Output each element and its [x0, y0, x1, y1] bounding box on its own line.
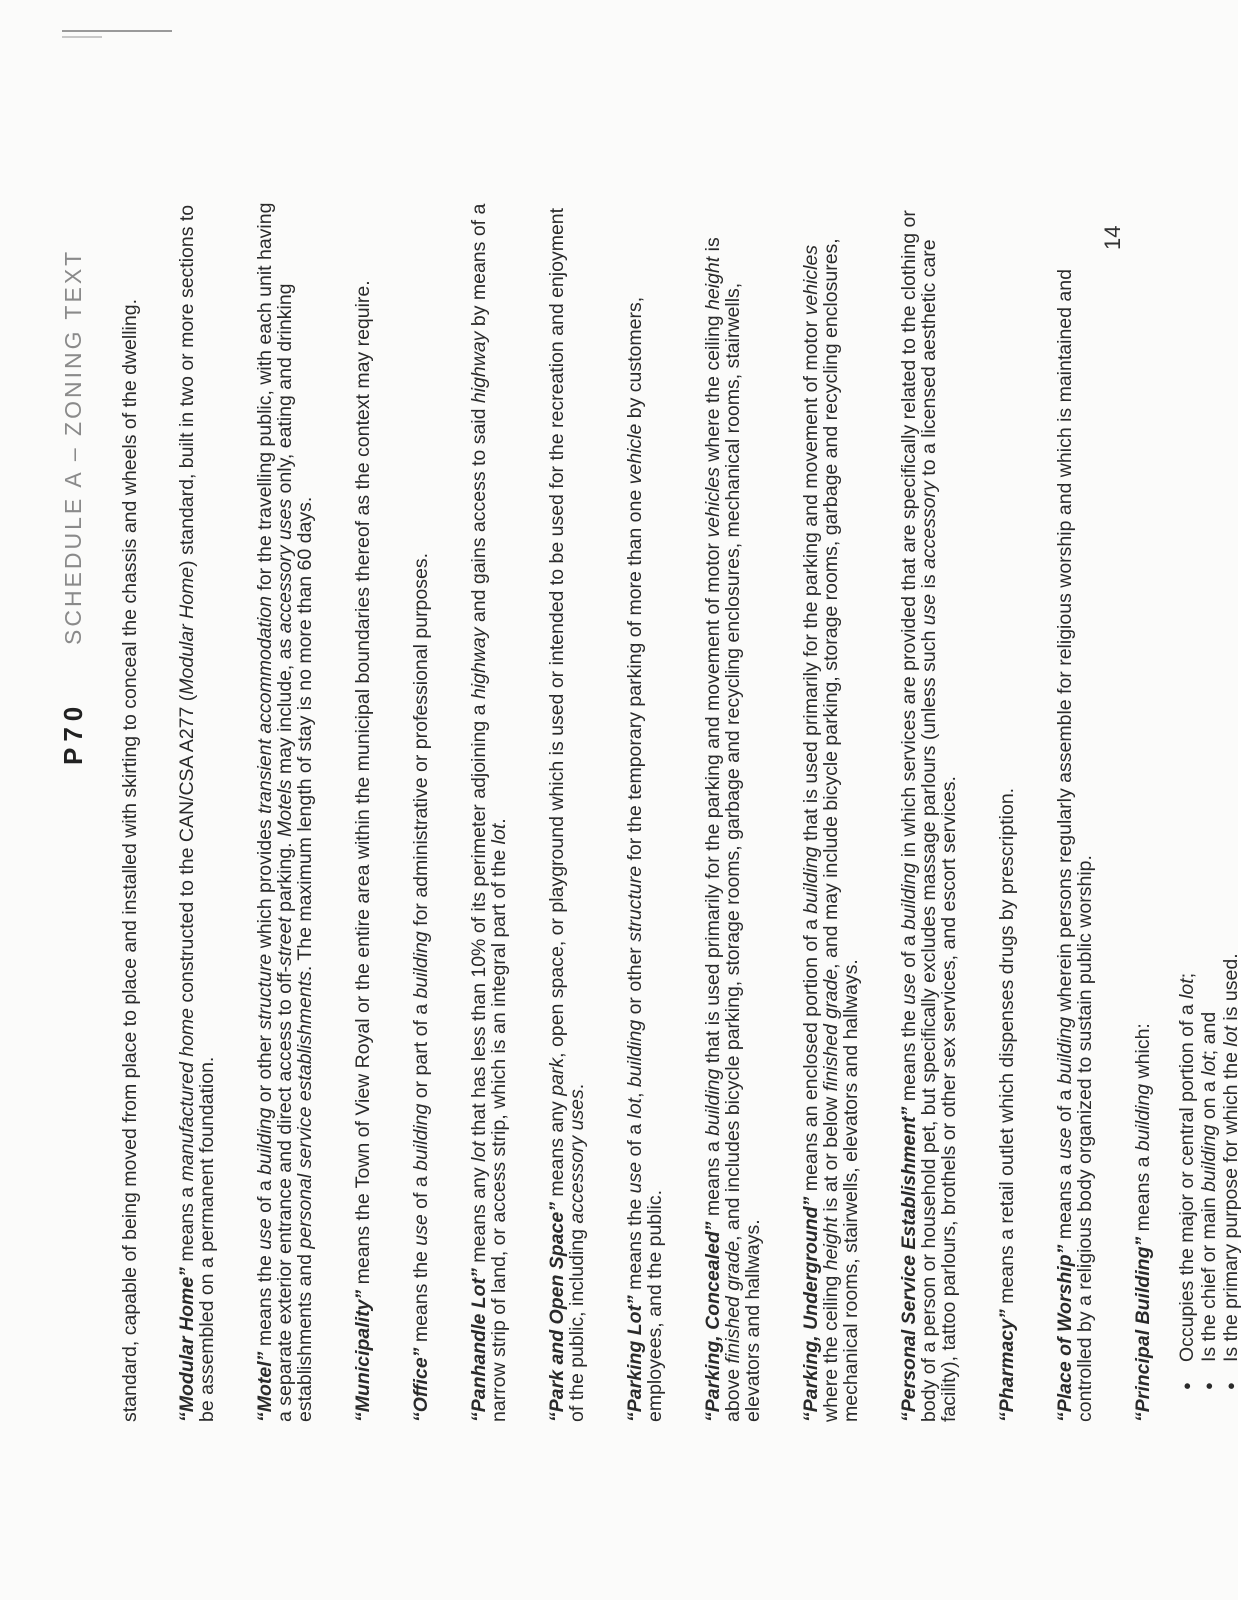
definition-place-of-worship: “Place of Worship” means a use of a building wherein persons regularly assemble for religious worship and which is maintained and controlled by a religious body organized to sustain public worship. — [1054, 269, 1096, 1422]
page-number: 14 — [1100, 225, 1125, 250]
definition-term: “Parking, Concealed” — [702, 1221, 724, 1422]
definition-modular-home: “Modular Home” means a manufactured home constructed to the CAN/CSA A277 (Modular Home) standard, built in two or more sections to be assembled on a permanent foundation. — [176, 204, 218, 1422]
page-header — [20, 65, 130, 765]
list-item: ● Is the chief or main building on a lot; and — [1199, 202, 1219, 1390]
definition-pharmacy: “Pharmacy” means a retail outlet which dispenses drugs by prescription. — [996, 787, 1018, 1422]
definitions-list — [177, 202, 1153, 1422]
definition-office: “Office” means the use of a building or part of a building for administrative or professional purposes. — [410, 552, 432, 1422]
definition-term: “Principal Building” — [1132, 1236, 1154, 1422]
definition-term: “Pharmacy” — [996, 1309, 1018, 1422]
scan-artifact — [62, 30, 172, 32]
definition-term: “Park and Open Space” — [546, 1202, 568, 1422]
list-item: ● Is the primary purpose for which the lot is used. — [1221, 202, 1241, 1390]
definition-parking-lot: “Parking Lot” means the use of a lot, building or other structure for the temporary parking of more than one vehicle by customers, employees, and the public. — [624, 296, 666, 1422]
list-item: ● Occupies the major or central portion of a lot; — [1177, 202, 1197, 1390]
definition-principal-building: “Principal Building” means a building which: — [1132, 1023, 1154, 1422]
scan-artifact — [62, 36, 102, 38]
definition-motel: “Motel” means the use of a building or other structure which provides transient accommodation for the travelling public, with each unit having a separate exterior entrance and direct access to off-street parking. Motels may include, as accessory uses only, eating and drinking establishments and personal service establishments. The maximum length of stay is no more than 60 days. — [254, 202, 316, 1422]
definition-term: “Panhandle Lot” — [468, 1268, 490, 1422]
definition-term: “Place of Worship” — [1054, 1244, 1076, 1422]
principal-building-criteria-list — [1177, 202, 1241, 1422]
definition-term: “Municipality” — [352, 1289, 374, 1422]
definition-term: “Parking, Underground” — [800, 1196, 822, 1422]
definition-personal-service-establishment: “Personal Service Establishment” means the use of a building in which services are provided that are specifically related to the clothing or body of a person or household pet, but specifically excludes massage parlours (unless such use is accessory to a licensed aesthetic care facility), tattoo parlours, brothels or other sex services, and escort services. — [898, 210, 960, 1422]
definition-panhandle-lot: “Panhandle Lot” means any lot that has less than 10% of its perimeter adjoining a highway and gains access to said highway by means of a narrow strip of land, or access strip, which is an integral part of the lot. — [468, 203, 510, 1422]
definition-park-and-open-space: “Park and Open Space” means any park, open space, or playground which is used or intended to be used for the recreation and enjoyment of the public, including accessory uses. — [546, 207, 588, 1422]
header-title: SCHEDULE A – ZONING TEXT — [60, 248, 86, 645]
continuation-paragraph: standard, capable of being moved from place to place and installed with skirting to conceal the chassis and wheels of the dwelling. — [119, 299, 141, 1422]
definition-term: “Modular Home” — [176, 1267, 198, 1422]
document-body — [120, 202, 1243, 1422]
definition-term: “Personal Service Establishment” — [898, 1106, 920, 1422]
definition-term: “Office” — [410, 1347, 432, 1422]
rotated-document — [20, 40, 1242, 1580]
definition-municipality: “Municipality” means the Town of View Royal or the entire area within the municipal boundaries thereof as the context may require. — [352, 280, 374, 1422]
document-code: P70 — [58, 700, 88, 765]
definition-parking-underground: “Parking, Underground” means an enclosed portion of a building that is used primarily for the parking and movement of motor vehicles where the ceiling height is at or below finished grade, and may include bicycle parking, storage rooms, garbage and recycling enclosures, mechanical rooms, stairwells, elevators and hallways. — [800, 238, 862, 1422]
definition-term: “Parking Lot” — [624, 1295, 646, 1422]
definition-term: “Motel” — [254, 1351, 276, 1422]
definition-parking-concealed: “Parking, Concealed” means a building that is used primarily for the parking and movement of motor vehicles where the ceiling height is above finished grade, and includes bicycle parking, storage rooms, garbage and recycling enclosures, mechanical rooms, stairwells, elevators and hallways. — [702, 237, 764, 1422]
